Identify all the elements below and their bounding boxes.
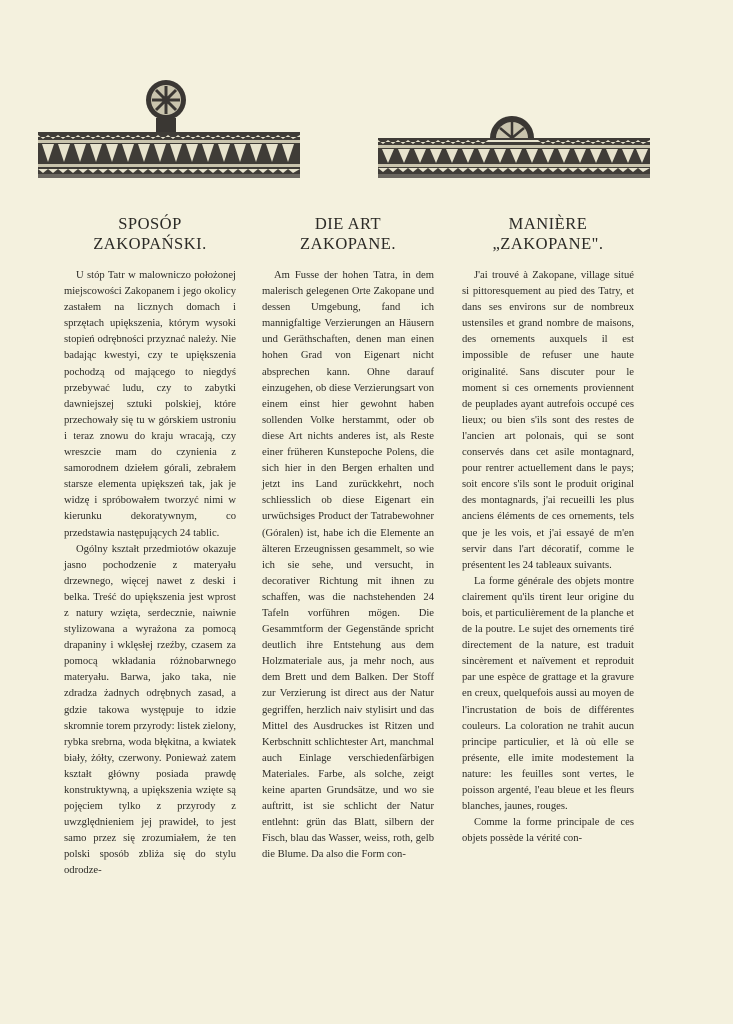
german-column bbox=[262, 214, 434, 863]
rosette-icon bbox=[146, 80, 186, 132]
german-title-line1: DIE ART bbox=[314, 214, 382, 233]
polish-title-line1: SPOSÓP bbox=[118, 214, 182, 233]
french-title-line2: „ZAKOPANE". bbox=[492, 234, 604, 253]
french-paragraph-1: J'ai trouvé à Zakopane, village situé si pittoresquement au pied des Tatry, et dans ses environs sur de nombreux ustensiles et grand nombre de maisons, des ornements auxquels il est impossible de refuser une haute originalité. Sans discuter pour le moment si ces ornements proviennent de peuplades ayant autrefois occupé ces lieux; ou bien s'ils sont des restes de l'ancien art polonais, qui se sont conservés dans cet asile montagnard, pour rentrer actuellement dans le pays; soit encore s'ils sont le produit original des montagnards, j'ai recueilli les plus anciens éléments de ces ornements, tels que je les vois, et j'ai essayé de m'en servir dans l'art décoratif, comme le présentent les 24 tableaux suivants. bbox=[462, 270, 634, 571]
french-title-line1: MANIÈRE bbox=[508, 214, 588, 233]
german-paragraph-1: Am Fusse der hohen Tatra, in dem malerisch gelegenen Orte Zakopane und dessen Umgebung, fand ich mannigfaltige Verzierungen an Häusern und Geräthschaften, denen man einen hohen Grad von Eigenart nicht absprechen kann. Ohne darauf einzugehen, ob diese Verzierungsart von einem einst hier gewohnt haben sollenden Volke herstammt, oder ob diese Art nichts anderes ist, als Reste einer früheren Kunstepoche Polens, die sich hier in den Bergen erhalten und jetzt ins Land zurückkehrt, noch schliesslich ob diese Eigenart ein urwüchsiges Product der Tatrabewohner (Góralen) ist, habe ich die Elemente an älteren Erzeugnissen gesammelt, so wie ich sie sehe, und versucht, in decorativer Richtung mit ihnen zu schaffen, was die nachstehenden 24 Tafeln vorführen mögen. Die Gesammtform der Gegenstände spricht deutlich ihre Entstehung aus dem Holzmateriale aus, ja mehr noch, aus dem Brett und dem Balken. Der Stoff zur Verzierung ist direct aus der Natur gegriffen, herzlich naiv stylisirt und das Mittel des Ausdruckes ist Ritzen und Kerbschnitt schlichtester Art, manchmal auch Einlage verschiedenfärbigen Materiales. Farbe, als solche, zeigt keine aparten Grundsätze, und wo sie auftritt, ist sie schlicht der Natur entlehnt: grün das Blatt, silbern der Fisch, blau das Wasser, weiss, roth, gelb die Blume. Da also die Form con- bbox=[262, 270, 434, 861]
half-rosette-icon bbox=[490, 116, 534, 138]
french-paragraph-2: La forme générale des objets montre clairement qu'ils tirent leur origine du bois, et particulièrement de la planche et de la poutre. Le sujet des ornements tiré directement de la nature, est traduit sincèrement et naïvement et reproduit par une espèce de grattage et la gravure en creux, quelquefois aussi au moyen de l'incrustation de bois de différentes couleurs. La coloration ne trahit aucun principe particulier, et là où elle se présente, elle imite modestement la nature: les feuilles sont vertes, le poisson argenté, l'eau bleue et les fleurs blanches, jaunes, rouges. bbox=[462, 575, 634, 813]
polish-body bbox=[64, 268, 236, 880]
german-heading bbox=[262, 214, 434, 254]
carved-ornament-left-image bbox=[38, 78, 300, 184]
french-body bbox=[462, 268, 634, 847]
polish-paragraph-1: U stóp Tatr w malowniczo położonej miejscowości Zakopanem i jego okolicy zastałem na licznych domach i sprzętach upiększenia, którym wysoki stopień odrębności przyznać należy. Nie badając kwestyi, czy te upiększenia pochodzą od mającego to niegdyś przebywać ludu, czy to zabytki dawniejszej sztuki polskiej, które przechowały się tu w górskiem ustroniu i teraz znowu do kraju wracają, czy wreszcie mam do czynienia z samorodnem dziełem górali, zebrałem starsze elementa upiększeń tak, jak je widzę i spróbowałem tworzyć nimi w kierunku dekoratywnym, co przedstawia następujących 24 tablic. bbox=[64, 270, 236, 539]
german-title-line2: ZAKOPANE. bbox=[299, 234, 397, 253]
polish-paragraph-2: Ogólny kształt przedmiotów okazuje jasno pochodzenie z materyału drzewnego, więcej nawet z deski i belka. Treść do upiększenia jest wprost z natury wzięta, serdecznie, naiwnie stylizowana a wyrażona za pomocą drapaniny i wklęsłej rzeźby, czasem za pomocą wkładania różnobarwnego materyału. Barwa, jako taka, nie zdradza żadnych odrębnych zasad, a gdzie takowa występuje to idzie skromnie torem przyrody: listek zielony, rybka srebrna, woda błękitna, a kwiatek biały, żółty, czerwony. Ponieważ zatem kształt główny posiada prawdę konstruktywną, a upiększenia wzięte są pojęciem tylko z przyrody z uwzględnieniem jej prawideł, to jest samo przez się zrozumiałem, że ten polski sposób zbliża się do stylu odrodze- bbox=[64, 543, 237, 877]
french-column bbox=[462, 214, 634, 847]
french-heading bbox=[462, 214, 634, 254]
polish-column bbox=[64, 214, 236, 880]
carved-ornament-right-image bbox=[378, 104, 650, 184]
french-paragraph-3: Comme la forme principale de ces objets possède la vérité con- bbox=[462, 817, 634, 845]
polish-heading bbox=[64, 214, 236, 254]
german-body bbox=[262, 268, 434, 863]
polish-title-line2: ZAKOPAŃSKI. bbox=[93, 234, 207, 253]
